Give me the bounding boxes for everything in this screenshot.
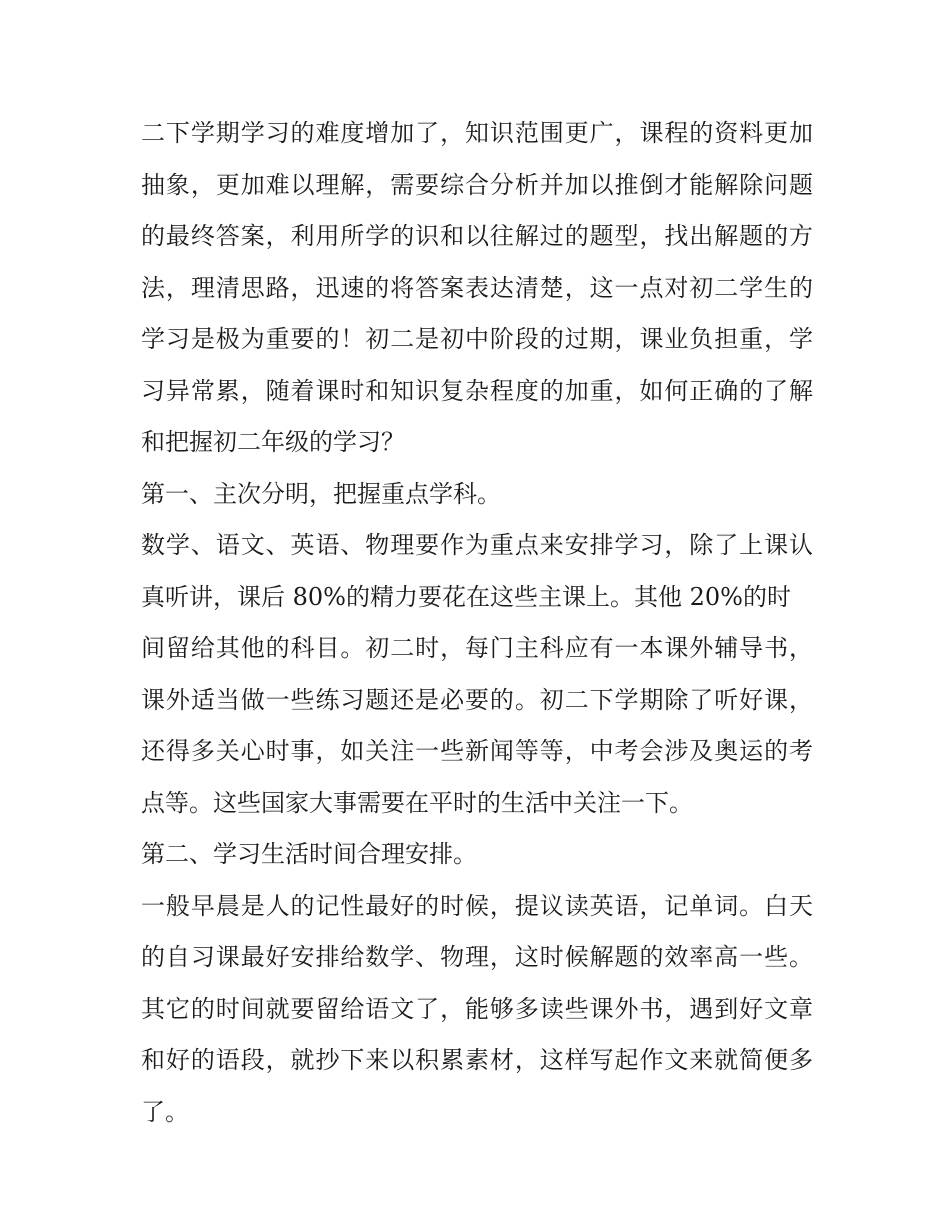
text-line: 数学、语文、英语、物理要作为重点来安排学习，除了上课认 — [141, 531, 813, 559]
text-line: 一般早晨是人的记性最好的时候，提议读英语，记单词。白天 — [141, 891, 813, 920]
text-line: 真听讲，课后 80%的精力要花在这些主课上。其他 20%的时 — [141, 582, 791, 611]
text-line: 点等。这些国家大事需要在平时的生活中关注一下。 — [141, 788, 693, 817]
section-heading: 第二、学习生活时间合理安排。 — [141, 840, 477, 868]
text-line: 的最终答案，利用所学的识和以往解过的题型，找出解题的方 — [141, 222, 813, 250]
text-line: 习异常累，随着课时和知识复杂程度的加重，如何正确的了解 — [141, 376, 813, 405]
text-line: 学习是极为重要的！初二是初中阶段的过期，课业负担重，学 — [141, 325, 813, 353]
text-line: 课外适当做一些练习题还是必要的。初二下学期除了听好课， — [141, 685, 813, 714]
text-line: 了。 — [141, 1097, 189, 1126]
text-line: 还得多关心时事，如关注一些新闻等等，中考会涉及奥运的考 — [141, 737, 813, 765]
text-line: 法，理清思路，迅速的将答案表达清楚，这一点对初二学生的 — [141, 273, 813, 302]
text-line: 其它的时间就要留给语文了，能够多读些课外书，遇到好文章 — [141, 994, 813, 1023]
text-line: 的自习课最好安排给数学、物理，这时候解题的效率高一些。 — [141, 943, 813, 971]
text-line: 抽象，更加难以理解，需要综合分析并加以推倒才能解除问题 — [141, 170, 813, 199]
text-line: 二下学期学习的难度增加了，知识范围更广，课程的资料更加 — [141, 119, 813, 147]
body-text — [141, 108, 813, 1138]
text-line: 和好的语段，就抄下来以积累素材，这样写起作文来就简便多 — [141, 1046, 813, 1074]
text-line: 间留给其他的科目。初二时，每门主科应有一本课外辅导书， — [141, 634, 813, 662]
section-heading: 第一、主次分明，把握重点学科。 — [141, 479, 501, 508]
text-line: 和把握初二年级的学习？ — [141, 428, 405, 456]
